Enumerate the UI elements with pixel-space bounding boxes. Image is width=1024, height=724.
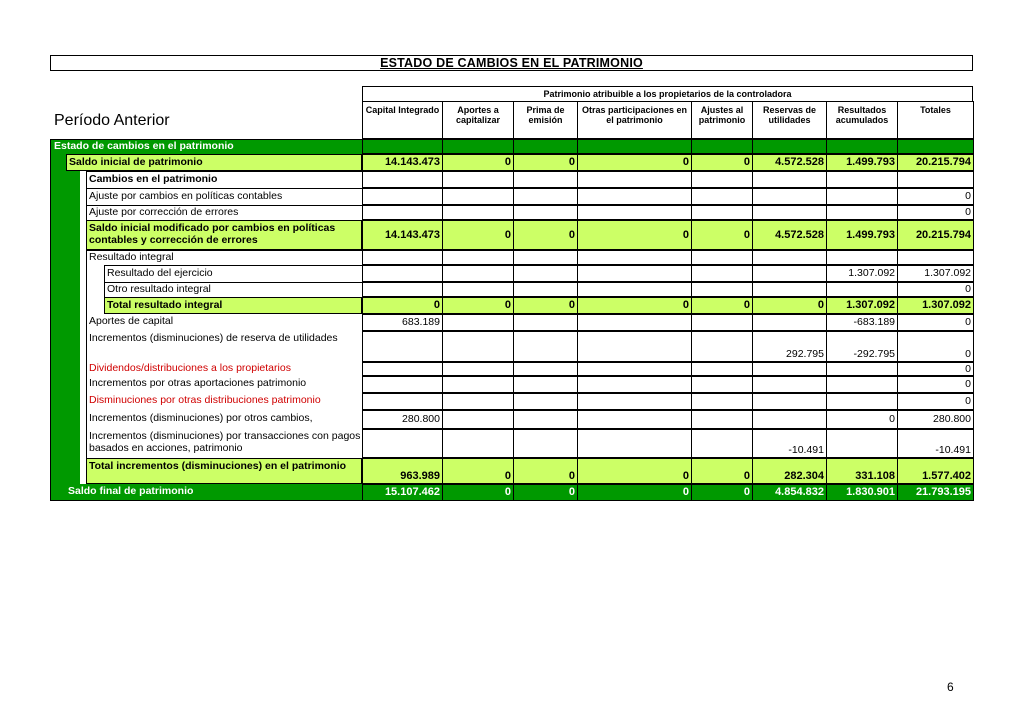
value-cell: 0 (362, 297, 443, 314)
section-header: Estado de cambios en el patrimonio (54, 140, 234, 152)
value-cell: 0 (513, 154, 578, 171)
value-cell: 0 (691, 297, 753, 314)
column-header: Otras participaciones en el patrimonio (577, 101, 692, 139)
value-cell: 0 (442, 458, 514, 484)
value-cell: 0 (752, 297, 827, 314)
value-cell: 282.304 (752, 458, 827, 484)
row-label-transacciones-acciones: Incrementos (disminuciones) por transacciones con pagos basados en acciones, patrimonio (86, 429, 362, 458)
row-label-resultado-ejercicio: Resultado del ejercicio (104, 265, 362, 282)
value-cell: 14.143.473 (362, 154, 443, 171)
value-cell: 683.189 (362, 314, 443, 331)
value-cell: 963.989 (362, 458, 443, 484)
row-label-otros-cambios: Incrementos (disminuciones) por otros cambios, (86, 410, 362, 429)
value-cell: 0 (691, 154, 753, 171)
value-cell: 0 (897, 393, 974, 410)
value-cell: 280.800 (897, 410, 974, 429)
value-cell: 14.143.473 (362, 220, 443, 250)
value-cell: 0 (897, 362, 974, 376)
row-label-cambios: Cambios en el patrimonio (86, 171, 362, 188)
value-cell: 1.499.793 (826, 220, 898, 250)
value-cell: 0 (513, 297, 578, 314)
value-cell: 15.107.462 (362, 484, 443, 501)
value-cell: 0 (577, 154, 692, 171)
row-label-incrementos-reserva: Incrementos (disminuciones) de reserva de utilidades (86, 331, 362, 362)
column-header: Aportes a capitalizar (442, 101, 514, 139)
value-cell: 280.800 (362, 410, 443, 429)
row-label-aportes-capital: Aportes de capital (86, 314, 362, 331)
document-title: ESTADO DE CAMBIOS EN EL PATRIMONIO (50, 55, 973, 71)
value-cell: 0 (826, 410, 898, 429)
row-label-otro-resultado: Otro resultado integral (104, 282, 362, 297)
value-cell: 0 (513, 220, 578, 250)
column-header: Resultados acumulados (826, 101, 898, 139)
value-cell: 1.307.092 (826, 297, 898, 314)
value-cell: 0 (513, 458, 578, 484)
page-number: 6 (947, 680, 954, 694)
table-border (50, 139, 974, 501)
value-cell: 0 (897, 331, 974, 362)
value-cell: 0 (577, 220, 692, 250)
value-cell: 0 (897, 205, 974, 220)
period-label: Período Anterior (54, 112, 170, 129)
column-header: Ajustes al patrimonio (691, 101, 753, 139)
value-cell: -10.491 (897, 429, 974, 458)
value-cell: 0 (691, 458, 753, 484)
value-cell: 0 (442, 154, 514, 171)
value-cell: 0 (577, 297, 692, 314)
row-label-resultado-integral: Resultado integral (86, 250, 362, 265)
value-cell: 0 (897, 188, 974, 205)
row-label-dividendos: Dividendos/distribuciones a los propietarios (86, 362, 362, 376)
row-label-saldo-inicial: Saldo inicial de patrimonio (66, 154, 362, 171)
row-label-total-resultado: Total resultado integral (104, 297, 362, 314)
value-cell: 292.795 (752, 331, 827, 362)
row-label-saldo-modificado: Saldo inicial modificado por cambios en políticas contables y corrección de errores (86, 220, 362, 250)
value-cell: 1.577.402 (897, 458, 974, 484)
value-cell: 0 (577, 458, 692, 484)
value-cell: 0 (691, 220, 753, 250)
value-cell: 0 (442, 297, 514, 314)
column-header: Prima de emisión (513, 101, 578, 139)
value-cell: 1.307.092 (897, 265, 974, 282)
value-cell: -10.491 (752, 429, 827, 458)
value-cell: 4.854.832 (752, 484, 827, 501)
value-cell: -292.795 (826, 331, 898, 362)
value-cell: 1.830.901 (826, 484, 898, 501)
row-label-ajuste-politicas: Ajuste por cambios en políticas contables (86, 188, 362, 205)
value-cell: 0 (897, 314, 974, 331)
value-cell: 1.307.092 (826, 265, 898, 282)
value-cell: 4.572.528 (752, 220, 827, 250)
value-cell: 20.215.794 (897, 220, 974, 250)
column-header: Reservas de utilidades (752, 101, 827, 139)
value-cell: 0 (897, 376, 974, 393)
value-cell: 331.108 (826, 458, 898, 484)
value-cell: -683.189 (826, 314, 898, 331)
column-header: Totales (897, 101, 974, 139)
row-label-ajuste-errores: Ajuste por corrección de errores (86, 205, 362, 220)
value-cell: 0 (897, 282, 974, 297)
value-cell: 21.793.195 (897, 484, 974, 501)
row-label-saldo-final: Saldo final de patrimonio (66, 484, 362, 501)
row-label-total-incrementos: Total incrementos (disminuciones) en el patrimonio (86, 458, 362, 484)
value-cell: 1.499.793 (826, 154, 898, 171)
column-header: Capital Integrado (362, 101, 443, 139)
value-cell: 4.572.528 (752, 154, 827, 171)
value-cell: 0 (577, 484, 692, 501)
group-header: Patrimonio atribuible a los propietarios de la controladora (362, 86, 973, 102)
value-cell: 0 (442, 484, 514, 501)
value-cell: 0 (691, 484, 753, 501)
value-cell: 1.307.092 (897, 297, 974, 314)
row-label-otras-aportaciones: Incrementos por otras aportaciones patrimonio (86, 376, 362, 393)
row-label-otras-distribuciones: Disminuciones por otras distribuciones patrimonio (86, 393, 362, 410)
value-cell: 0 (442, 220, 514, 250)
value-cell: 0 (513, 484, 578, 501)
value-cell: 20.215.794 (897, 154, 974, 171)
